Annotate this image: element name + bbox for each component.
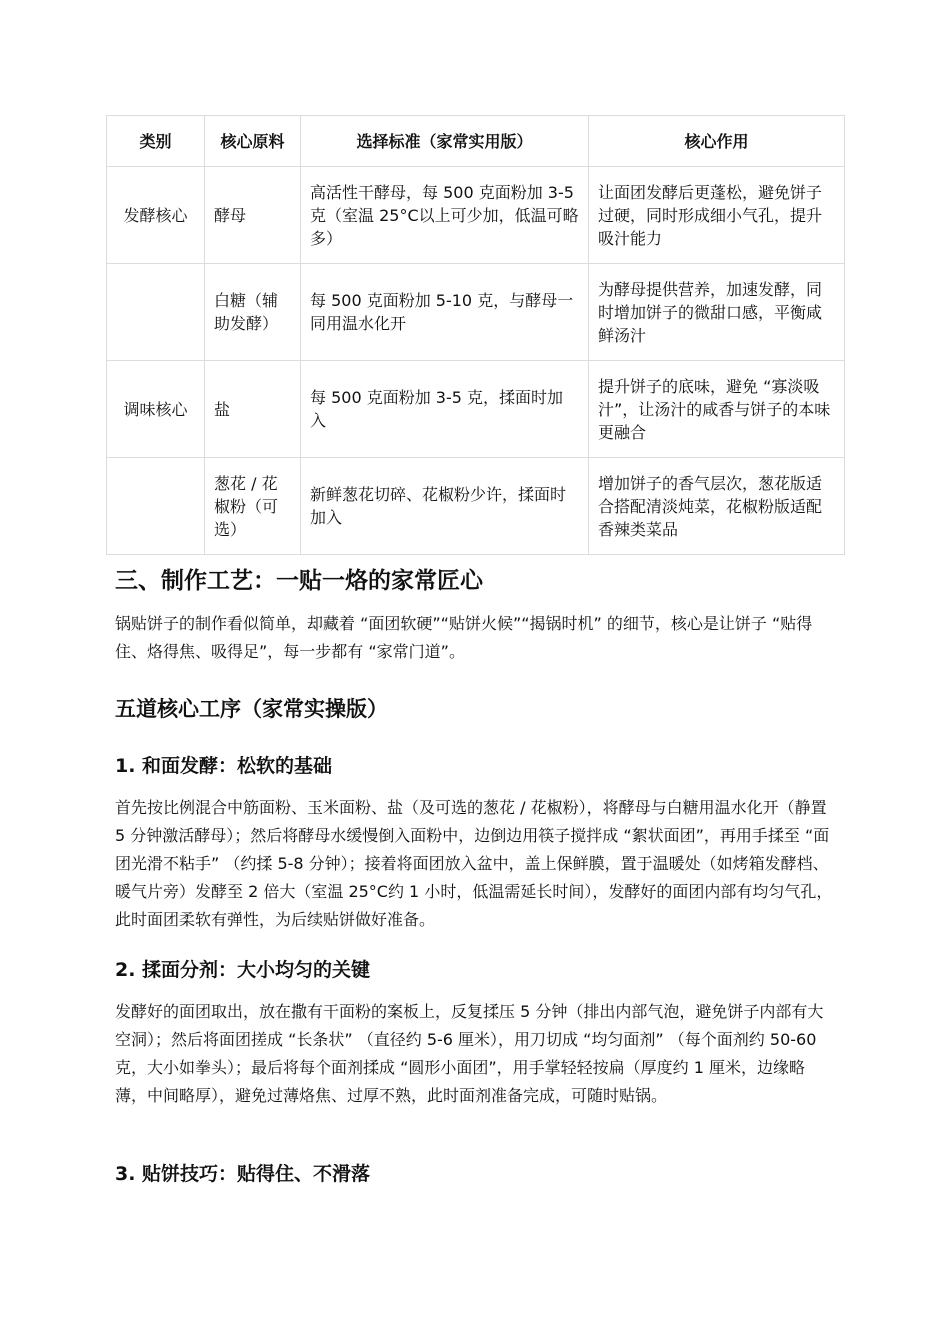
cell-category: 调味核心	[107, 361, 205, 458]
table-row	[107, 167, 845, 264]
cell-effect: 提升饼子的底味，避免 “寡淡吸汁”，让汤汁的咸香与饼子的本味更融合	[589, 361, 845, 458]
cell-category	[107, 264, 205, 361]
header-category: 类别	[107, 116, 205, 167]
step-1-title: 1. 和面发酵：松软的基础	[115, 755, 333, 777]
cell-category: 发酵核心	[107, 167, 205, 264]
table-row	[107, 264, 845, 361]
header-standard: 选择标准（家常实用版）	[301, 116, 589, 167]
step-2-title: 2. 揉面分剂：大小均匀的关键	[115, 959, 371, 981]
cell-standard: 每 500 克面粉加 3-5 克，揉面时加入	[301, 361, 589, 458]
step-3-title: 3. 贴饼技巧：贴得住、不滑落	[115, 1163, 371, 1185]
step-2-text: 发酵好的面团取出，放在撒有干面粉的案板上，反复揉压 5 分钟（排出内部气泡，避免饼子内部有大空洞）；然后将面团搓成 “长条状” （直径约 5-6 厘米），用刀切成 “均匀面剂” （每个面剂约 50-60 克，大小如拳头）；最后将每个面剂揉成 “圆形小面团”，用手掌轻轻按扁（厚度约 1 厘米，边缘略薄，中间略厚），避免过薄烙焦、过厚不熟，此时面剂准备完成，可随时贴锅。	[115, 1002, 824, 1105]
table-row	[107, 361, 845, 458]
header-effect: 核心作用	[589, 116, 845, 167]
table-row	[107, 458, 845, 555]
cell-effect: 增加饼子的香气层次，葱花版适合搭配清淡炖菜，花椒粉版适配香辣类菜品	[589, 458, 845, 555]
cell-effect: 为酵母提供营养，加速发酵，同时增加饼子的微甜口感，平衡咸鲜汤汁	[589, 264, 845, 361]
header-ingredient: 核心原料	[205, 116, 301, 167]
step-1-text: 首先按比例混合中筋面粉、玉米面粉、盐（及可选的葱花 / 花椒粉），将酵母与白糖用温水化开（静置 5 分钟激活酵母）；然后将酵母水缓慢倒入面粉中，边倒边用筷子搅拌成 “絮状面团”，再用手揉至 “面团光滑不粘手” （约揉 5-8 分钟）；接着将面团放入盆中，盖上保鲜膜，置于温暖处（如烤箱发酵档、暖气片旁）发酵至 2 倍大（室温 25°C约 1 小时，低温需延长时间），发酵好的面团内部有均匀气孔，此时面团柔软有弹性，为后续贴饼做好准备。	[115, 798, 833, 929]
section-title: 三、制作工艺：一贴一烙的家常匠心	[115, 568, 483, 594]
subsection-title: 五道核心工序（家常实操版）	[115, 697, 388, 721]
section-intro: 锅贴饼子的制作看似简单，却藏着 “面团软硬”“贴饼火候”“揭锅时机” 的细节，核心是让饼子 “贴得住、烙得焦、吸得足”，每一步都有 “家常门道”。	[115, 614, 813, 661]
cell-ingredient: 盐	[205, 361, 301, 458]
cell-effect: 让面团发酵后更蓬松，避免饼子过硬，同时形成细小气孔，提升吸汁能力	[589, 167, 845, 264]
cell-ingredient: 白糖（辅助发酵）	[205, 264, 301, 361]
cell-ingredient: 葱花 / 花椒粉（可选）	[205, 458, 301, 555]
cell-standard: 每 500 克面粉加 5-10 克，与酵母一同用温水化开	[301, 264, 589, 361]
cell-standard: 高活性干酵母，每 500 克面粉加 3-5 克（室温 25°C以上可少加，低温可略多）	[301, 167, 589, 264]
ingredients-table	[106, 115, 845, 555]
cell-standard: 新鲜葱花切碎、花椒粉少许，揉面时加入	[301, 458, 589, 555]
cell-ingredient: 酵母	[205, 167, 301, 264]
table-header-row	[107, 116, 845, 167]
cell-category	[107, 458, 205, 555]
